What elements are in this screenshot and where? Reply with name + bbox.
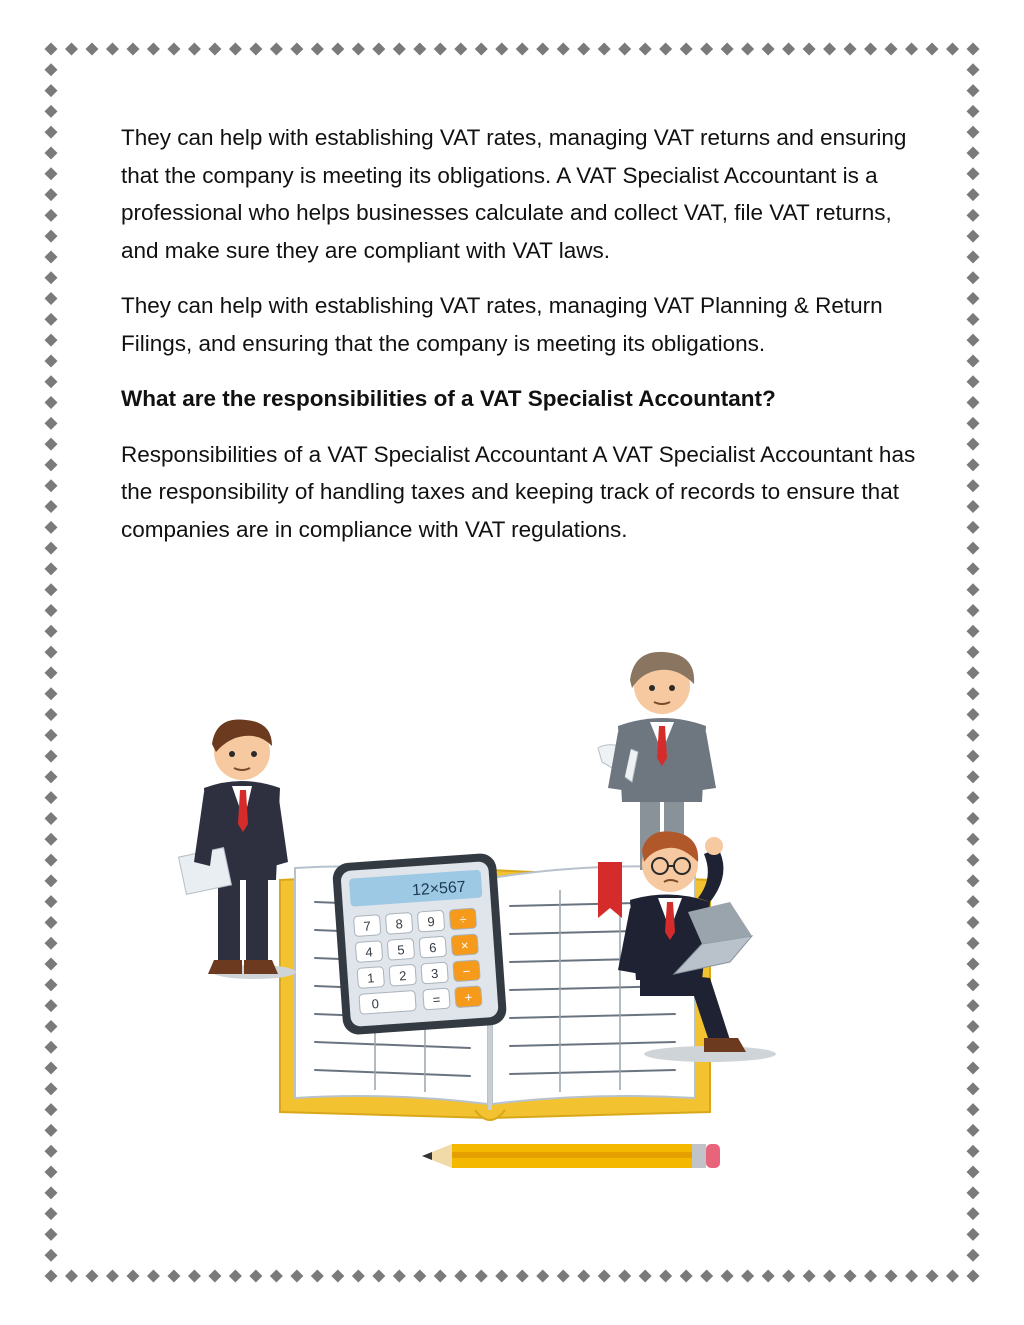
border-diamond — [741, 1270, 754, 1283]
border-diamond — [823, 1270, 836, 1283]
border-diamond — [782, 43, 795, 56]
border-diamond — [741, 43, 754, 56]
border-diamond — [45, 1082, 58, 1095]
border-diamond — [45, 1186, 58, 1199]
document-body — [121, 119, 921, 566]
border-diamond — [967, 604, 980, 617]
calculator-key-label: ÷ — [458, 911, 468, 928]
border-diamond — [659, 43, 672, 56]
border-diamond — [885, 43, 898, 56]
border-diamond — [45, 895, 58, 908]
border-diamond — [290, 43, 303, 56]
border-diamond — [45, 396, 58, 409]
border-diamond — [967, 105, 980, 118]
border-diamond — [45, 770, 58, 783]
border-diamond — [45, 313, 58, 326]
border-diamond — [967, 542, 980, 555]
border-diamond — [45, 666, 58, 679]
border-diamond — [905, 43, 918, 56]
border-diamond — [45, 479, 58, 492]
border-diamond — [967, 999, 980, 1012]
border-diamond — [967, 854, 980, 867]
border-diamond — [147, 1270, 160, 1283]
border-diamond — [967, 937, 980, 950]
calculator-key-label: × — [460, 937, 470, 954]
border-diamond — [967, 687, 980, 700]
border-diamond — [967, 521, 980, 534]
border-diamond — [967, 1041, 980, 1054]
border-diamond — [45, 1020, 58, 1033]
border-diamond — [45, 126, 58, 139]
border-diamond — [352, 43, 365, 56]
border-diamond — [249, 43, 262, 56]
border-diamond — [967, 1228, 980, 1241]
border-diamond — [45, 625, 58, 638]
border-diamond — [45, 271, 58, 284]
border-diamond — [967, 750, 980, 763]
border-diamond — [45, 583, 58, 596]
border-diamond — [45, 812, 58, 825]
border-diamond — [967, 1082, 980, 1095]
border-diamond — [639, 1270, 652, 1283]
border-diamond — [967, 1020, 980, 1033]
border-diamond — [331, 43, 344, 56]
border-diamond — [454, 1270, 467, 1283]
calculator-key-label: 6 — [428, 939, 437, 956]
border-diamond — [680, 1270, 693, 1283]
section-heading: What are the responsibilities of a VAT Specialist Accountant? — [121, 386, 776, 411]
border-diamond — [967, 43, 980, 56]
border-diamond — [495, 1270, 508, 1283]
border-diamond — [536, 1270, 549, 1283]
border-diamond — [106, 43, 119, 56]
border-diamond — [967, 167, 980, 180]
border-diamond — [229, 43, 242, 56]
border-diamond — [45, 999, 58, 1012]
border-diamond — [45, 417, 58, 430]
border-diamond — [249, 1270, 262, 1283]
calculator-icon — [332, 853, 508, 1036]
border-diamond — [967, 812, 980, 825]
border-diamond — [926, 43, 939, 56]
paragraph-3: Responsibilities of a VAT Specialist Accountant A VAT Specialist Accountant has the responsibility of handling taxes and keeping track of records to ensure that companies are in compliance with VAT regulations. — [121, 441, 916, 542]
border-diamond — [45, 542, 58, 555]
calculator-key-label: 5 — [396, 942, 406, 958]
pencil-icon — [422, 1144, 720, 1168]
border-diamond — [967, 84, 980, 97]
border-diamond — [680, 43, 693, 56]
border-diamond — [45, 729, 58, 742]
border-diamond — [967, 895, 980, 908]
border-diamond — [967, 874, 980, 887]
border-diamond — [967, 250, 980, 263]
border-diamond — [639, 43, 652, 56]
border-diamond — [229, 1270, 242, 1283]
border-diamond — [270, 1270, 283, 1283]
border-diamond — [598, 43, 611, 56]
calculator-key — [359, 990, 416, 1014]
border-diamond — [967, 958, 980, 971]
border-diamond — [967, 833, 980, 846]
border-diamond — [45, 354, 58, 367]
border-diamond — [45, 687, 58, 700]
border-diamond — [331, 1270, 344, 1283]
border-diamond — [393, 1270, 406, 1283]
border-diamond — [413, 1270, 426, 1283]
border-diamond — [352, 1270, 365, 1283]
accountant-standing-left-icon — [179, 720, 296, 980]
border-diamond — [967, 188, 980, 201]
border-diamond — [967, 583, 980, 596]
border-diamond — [45, 874, 58, 887]
border-diamond — [413, 43, 426, 56]
border-diamond — [290, 1270, 303, 1283]
border-diamond — [147, 43, 160, 56]
paragraph-2: They can help with establishing VAT rates, managing VAT Planning & Return Filings, and ensuring that the company is meeting its obligations. — [121, 293, 883, 356]
border-diamond — [45, 916, 58, 929]
border-diamond — [475, 1270, 488, 1283]
border-diamond — [905, 1270, 918, 1283]
border-diamond — [167, 1270, 180, 1283]
border-diamond — [45, 1228, 58, 1241]
border-diamond — [967, 354, 980, 367]
border-diamond — [106, 1270, 119, 1283]
border-diamond — [823, 43, 836, 56]
border-diamond — [311, 1270, 324, 1283]
border-diamond — [270, 43, 283, 56]
calculator-key-label: + — [464, 989, 473, 1005]
border-diamond — [45, 375, 58, 388]
border-diamond — [967, 1207, 980, 1220]
border-diamond — [475, 43, 488, 56]
border-diamond — [967, 562, 980, 575]
border-diamond — [967, 458, 980, 471]
border-diamond — [85, 1270, 98, 1283]
border-diamond — [864, 43, 877, 56]
border-diamond — [967, 625, 980, 638]
border-diamond — [495, 43, 508, 56]
calculator-key-label: − — [462, 963, 471, 980]
border-diamond — [45, 1166, 58, 1179]
border-diamond — [45, 1207, 58, 1220]
border-diamond — [967, 292, 980, 305]
border-diamond — [803, 1270, 816, 1283]
border-diamond — [45, 1041, 58, 1054]
border-diamond — [65, 1270, 78, 1283]
calculator-key-label: 7 — [363, 918, 372, 934]
border-diamond — [864, 1270, 877, 1283]
border-diamond — [45, 84, 58, 97]
border-diamond — [967, 230, 980, 243]
border-diamond — [967, 313, 980, 326]
border-diamond — [577, 43, 590, 56]
border-diamond — [967, 1166, 980, 1179]
border-diamond — [659, 1270, 672, 1283]
paragraph-1: They can help with establishing VAT rates, managing VAT returns and ensuring that the company is meeting its obligations. A VAT Specialist Accountant is a professional who helps businesses calculate and collect VAT, file VAT returns, and make sure they are compliant with VAT laws. — [121, 125, 907, 263]
border-diamond — [967, 791, 980, 804]
border-diamond — [45, 937, 58, 950]
border-diamond — [45, 292, 58, 305]
border-diamond — [393, 43, 406, 56]
border-diamond — [967, 978, 980, 991]
border-diamond — [967, 334, 980, 347]
border-diamond — [967, 126, 980, 139]
border-diamond — [721, 43, 734, 56]
border-diamond — [516, 1270, 529, 1283]
border-diamond — [65, 43, 78, 56]
border-diamond — [967, 500, 980, 513]
border-diamond — [45, 604, 58, 617]
border-diamond — [45, 1124, 58, 1137]
calculator-key-label: 0 — [371, 996, 380, 1012]
border-diamond — [885, 1270, 898, 1283]
border-diamond — [45, 500, 58, 513]
border-diamond — [721, 1270, 734, 1283]
border-diamond — [967, 63, 980, 76]
border-diamond — [372, 1270, 385, 1283]
border-diamond — [45, 188, 58, 201]
border-diamond — [967, 146, 980, 159]
border-diamond — [782, 1270, 795, 1283]
border-diamond — [45, 854, 58, 867]
border-diamond — [618, 43, 631, 56]
border-diamond — [434, 43, 447, 56]
border-diamond — [967, 1270, 980, 1283]
border-diamond — [967, 271, 980, 284]
border-diamond — [85, 43, 98, 56]
calculator-key-label: 1 — [366, 970, 375, 986]
border-diamond — [372, 43, 385, 56]
border-diamond — [967, 396, 980, 409]
border-diamond — [803, 43, 816, 56]
border-diamond — [45, 105, 58, 118]
border-diamond — [967, 375, 980, 388]
border-diamond — [188, 43, 201, 56]
border-diamond — [45, 562, 58, 575]
border-diamond — [577, 1270, 590, 1283]
calculator-key-label: 3 — [430, 965, 439, 982]
border-diamond — [967, 1103, 980, 1116]
border-diamond — [762, 43, 775, 56]
border-diamond — [844, 1270, 857, 1283]
border-diamond — [45, 230, 58, 243]
border-diamond — [167, 43, 180, 56]
border-diamond — [967, 666, 980, 679]
accountants-illustration — [170, 640, 790, 1180]
border-diamond — [45, 458, 58, 471]
border-diamond — [45, 833, 58, 846]
border-diamond — [967, 708, 980, 721]
calculator-key-label: 8 — [394, 916, 404, 932]
border-diamond — [967, 1062, 980, 1075]
calculator-key-label: 2 — [398, 968, 407, 984]
border-diamond — [45, 209, 58, 222]
border-diamond — [188, 1270, 201, 1283]
border-diamond — [454, 43, 467, 56]
border-diamond — [598, 1270, 611, 1283]
border-diamond — [967, 1145, 980, 1158]
border-diamond — [844, 43, 857, 56]
border-diamond — [967, 1124, 980, 1137]
border-diamond — [967, 209, 980, 222]
border-diamond — [967, 770, 980, 783]
border-diamond — [208, 1270, 221, 1283]
border-diamond — [126, 1270, 139, 1283]
border-diamond — [946, 43, 959, 56]
border-diamond — [45, 63, 58, 76]
border-diamond — [557, 1270, 570, 1283]
border-diamond — [45, 1249, 58, 1262]
calculator-display: 12×567 — [411, 878, 467, 900]
border-diamond — [45, 791, 58, 804]
border-diamond — [967, 916, 980, 929]
border-diamond — [45, 43, 58, 56]
border-diamond — [700, 1270, 713, 1283]
border-diamond — [45, 438, 58, 451]
border-diamond — [45, 1270, 58, 1283]
border-diamond — [45, 958, 58, 971]
border-diamond — [45, 708, 58, 721]
border-diamond — [967, 1249, 980, 1262]
border-diamond — [618, 1270, 631, 1283]
calculator-key-label: 4 — [364, 944, 374, 960]
border-diamond — [557, 43, 570, 56]
border-diamond — [126, 43, 139, 56]
border-diamond — [946, 1270, 959, 1283]
border-diamond — [45, 167, 58, 180]
border-diamond — [45, 334, 58, 347]
border-diamond — [926, 1270, 939, 1283]
border-diamond — [45, 1145, 58, 1158]
border-diamond — [434, 1270, 447, 1283]
border-diamond — [967, 1186, 980, 1199]
border-diamond — [45, 521, 58, 534]
border-diamond — [45, 250, 58, 263]
border-diamond — [967, 646, 980, 659]
border-diamond — [45, 978, 58, 991]
border-diamond — [762, 1270, 775, 1283]
border-diamond — [516, 43, 529, 56]
border-diamond — [208, 43, 221, 56]
border-diamond — [45, 146, 58, 159]
border-diamond — [45, 646, 58, 659]
border-diamond — [967, 417, 980, 430]
border-diamond — [536, 43, 549, 56]
border-diamond — [45, 750, 58, 763]
border-diamond — [700, 43, 713, 56]
calculator-key-label: 9 — [426, 913, 436, 930]
border-diamond — [311, 43, 324, 56]
calculator-key-label: = — [432, 991, 441, 1008]
border-diamond — [967, 729, 980, 742]
border-diamond — [45, 1103, 58, 1116]
border-diamond — [967, 438, 980, 451]
border-diamond — [45, 1062, 58, 1075]
border-diamond — [967, 479, 980, 492]
